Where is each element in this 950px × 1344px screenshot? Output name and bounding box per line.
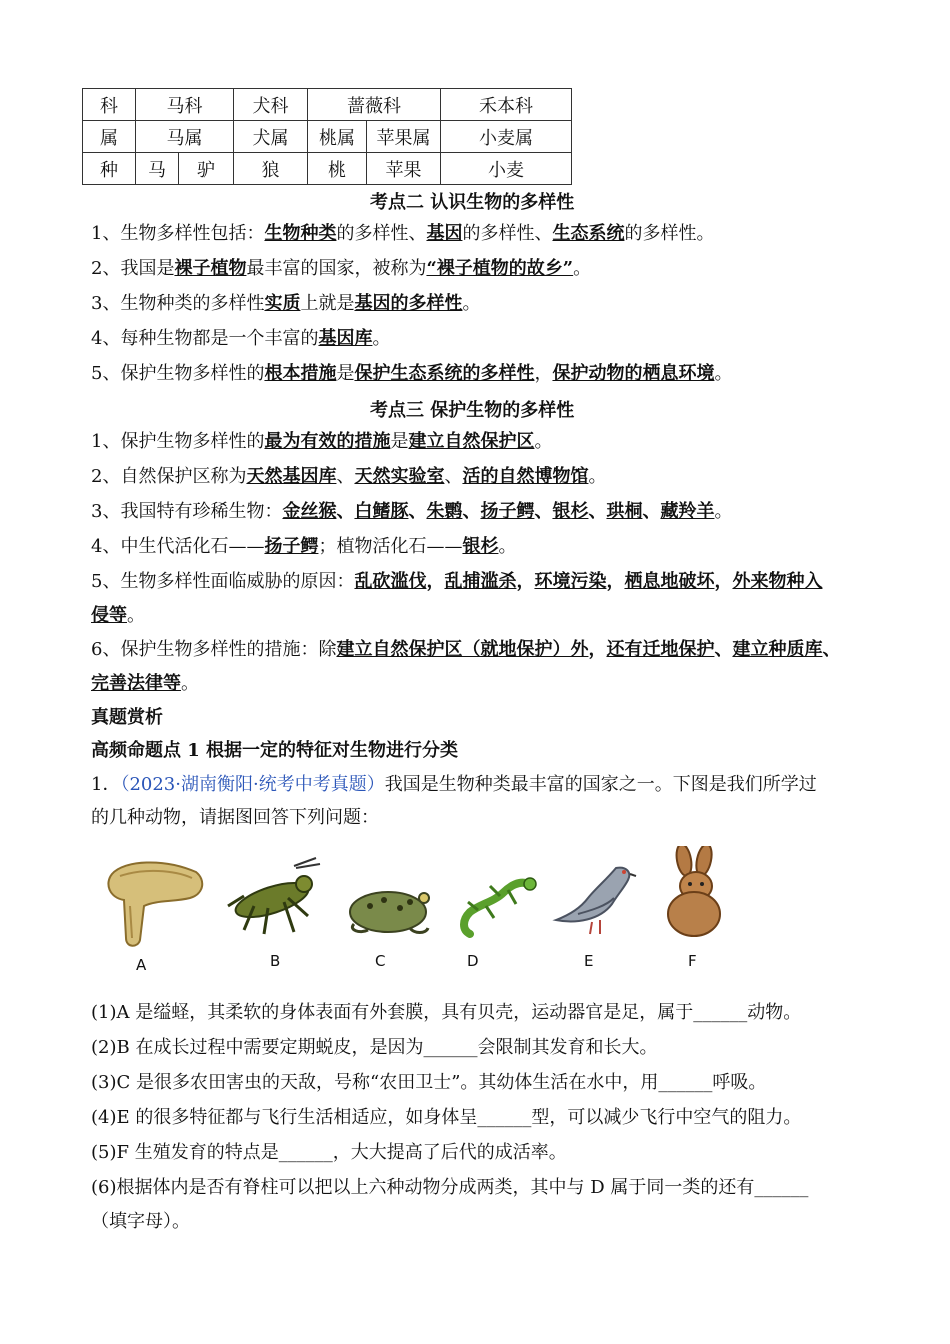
razor-clam-image	[104, 854, 208, 950]
review-subtitle: 高频命题点 1 根据一定的特征对生物进行分类	[91, 740, 459, 761]
sub-question: (3)C 是很多农田害虫的天敌，号称“农田卫士”。其幼体生活在水中，用______呼吸。	[91, 1072, 767, 1093]
sub-question: (6)根据体内是否有脊柱可以把以上六种动物分成两类，其中与 D 属于同一类的还有______	[91, 1177, 809, 1198]
table-cell: 马属	[136, 121, 234, 153]
sub-question: (5)F 生殖发育的特点是______，大大提高了后代的成活率。	[91, 1142, 567, 1163]
table-cell: 禾本科	[441, 89, 572, 121]
lizard-image	[456, 874, 540, 940]
figure-label: E	[584, 952, 594, 970]
table-cell: 种	[83, 153, 136, 185]
section-heading-2: 考点二 认识生物的多样性	[370, 192, 575, 213]
table-cell: 蔷薇科	[308, 89, 441, 121]
table-cell: 苹果	[367, 153, 441, 185]
frog-image	[344, 880, 436, 936]
question-stem-continuation: 的几种动物，请据图回答下列问题：	[91, 807, 379, 828]
list-item-continuation: 完善法律等。	[91, 673, 199, 694]
question-source-link[interactable]: （2023·湖南衡阳·统考中考真题）	[120, 774, 385, 795]
list-item: 2、我国是裸子植物最丰富的国家，被称为“裸子植物的故乡”。	[91, 258, 592, 279]
list-item-continuation: 侵等。	[91, 605, 145, 626]
rabbit-image	[660, 846, 730, 938]
table-cell: 苹果属	[367, 121, 441, 153]
list-item: 3、生物种类的多样性实质上就是基因的多样性。	[91, 293, 481, 314]
animal-figure	[100, 846, 740, 976]
table-cell: 属	[83, 121, 136, 153]
list-item: 3、我国特有珍稀生物：金丝猴、白鳍豚、朱鹮、扬子鳄、银杉、珙桐、藏羚羊。	[91, 501, 733, 522]
sub-question: (2)B 在成长过程中需要定期蜕皮，是因为______会限制其发育和长大。	[91, 1037, 658, 1058]
figure-label: B	[270, 952, 281, 970]
table-row	[83, 121, 572, 153]
classification-table	[82, 88, 572, 185]
table-row	[83, 89, 572, 121]
list-item: 2、自然保护区称为天然基因库、天然实验室、活的自然博物馆。	[91, 466, 607, 487]
question-stem: 1．（2023·湖南衡阳·统考中考真题）我国是生物种类最丰富的国家之一。下图是我们所学过	[91, 774, 817, 795]
figure-label: A	[136, 956, 147, 974]
figure-label: F	[688, 952, 697, 970]
table-cell: 狼	[234, 153, 308, 185]
sub-question: (4)E 的很多特征都与飞行生活相适应，如身体呈______型，可以减少飞行中空气的阻力。	[91, 1107, 802, 1128]
review-title: 真题赏析	[91, 707, 163, 728]
section-heading-3: 考点三 保护生物的多样性	[370, 400, 575, 421]
table-cell: 桃	[308, 153, 367, 185]
table-cell: 驴	[179, 153, 234, 185]
sub-question-continuation: （填字母）。	[91, 1211, 190, 1232]
list-item: 4、每种生物都是一个丰富的基因库。	[91, 328, 391, 349]
table-cell: 科	[83, 89, 136, 121]
table-cell: 犬科	[234, 89, 308, 121]
table-cell: 小麦	[441, 153, 572, 185]
list-item: 5、生物多样性面临威胁的原因：乱砍滥伐，乱捕滥杀，环境污染，栖息地破坏，外来物种入	[91, 571, 823, 592]
table-row	[83, 153, 572, 185]
grasshopper-image	[224, 856, 324, 942]
figure-label: C	[375, 952, 386, 970]
sub-question: (1)A 是缢蛏，其柔软的身体表面有外套膜，具有贝壳，运动器官是足，属于______动物。	[91, 1002, 802, 1023]
list-item: 1、保护生物多样性的最为有效的措施是建立自然保护区。	[91, 431, 553, 452]
table-cell: 桃属	[308, 121, 367, 153]
list-item: 1、生物多样性包括：生物种类的多样性、基因的多样性、生态系统的多样性。	[91, 223, 715, 244]
table-cell: 马科	[136, 89, 234, 121]
table-cell: 马	[136, 153, 179, 185]
table-cell: 犬属	[234, 121, 308, 153]
list-item: 5、保护生物多样性的根本措施是保护生态系统的多样性，保护动物的栖息环境。	[91, 363, 733, 384]
table-cell: 小麦属	[441, 121, 572, 153]
pigeon-image	[552, 858, 638, 942]
list-item: 6、保护生物多样性的措施：除建立自然保护区（就地保护）外，还有迁地保护、建立种质库、	[91, 639, 841, 660]
figure-label: D	[467, 952, 479, 970]
list-item: 4、中生代活化石——扬子鳄；植物活化石——银杉。	[91, 536, 517, 557]
